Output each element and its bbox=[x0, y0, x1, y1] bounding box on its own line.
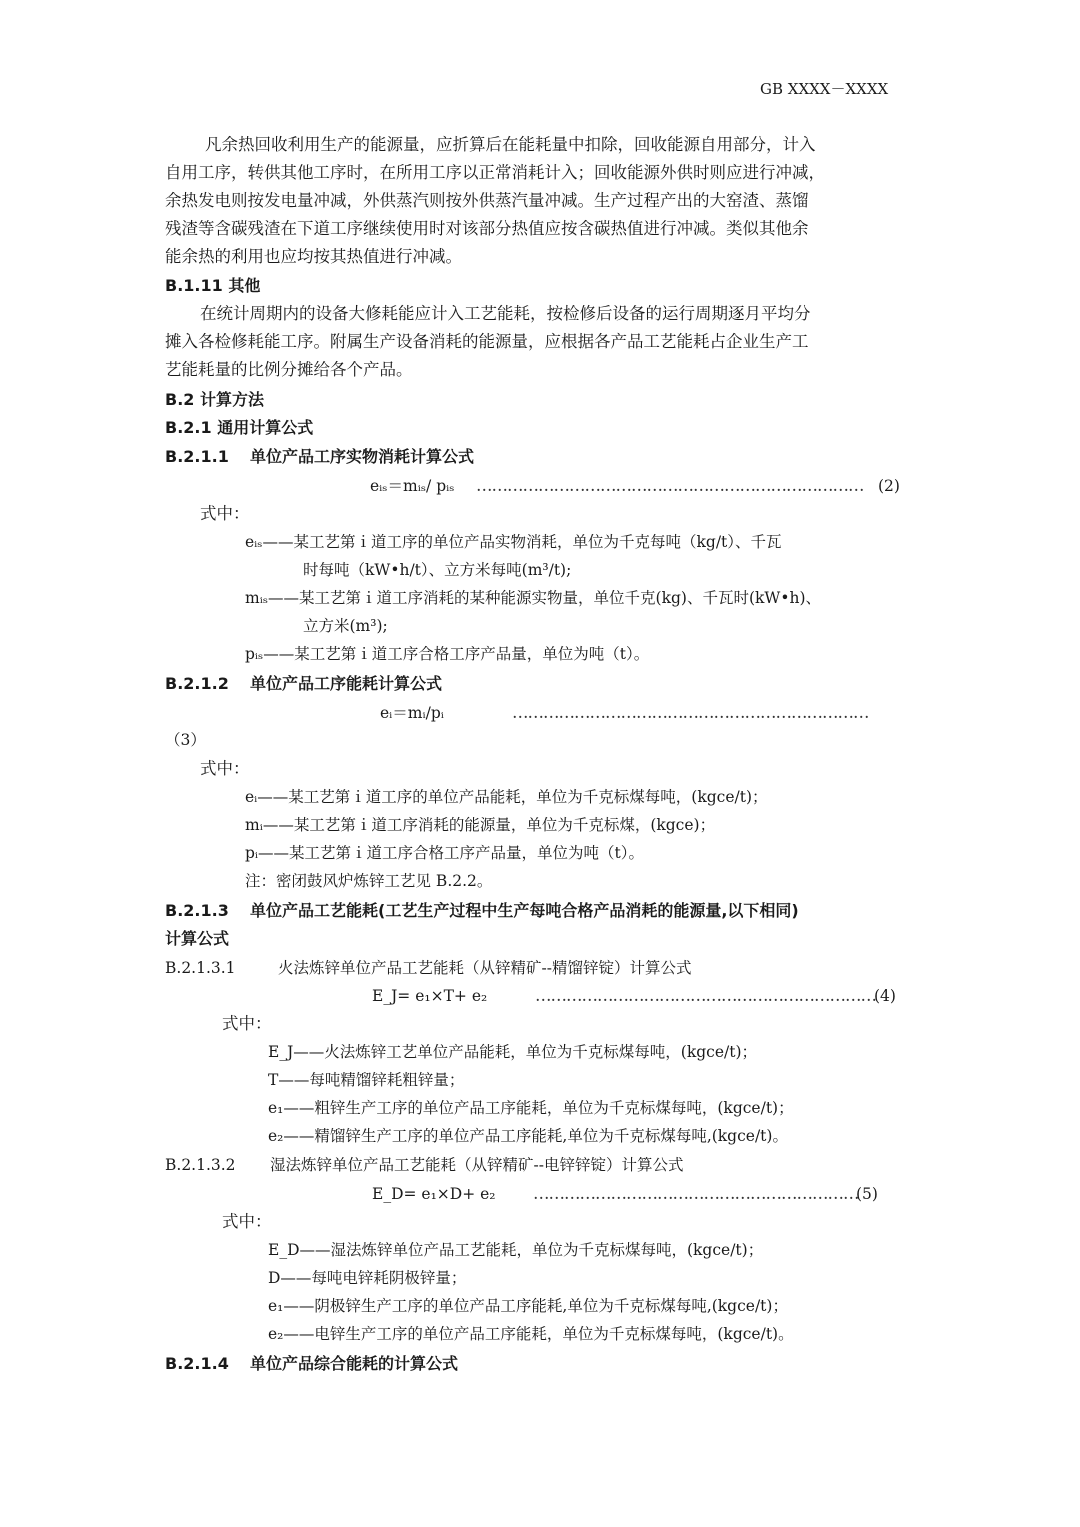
formula-2-leader: ………………………………………………………………… bbox=[476, 476, 864, 495]
formula-5-number: (5) bbox=[856, 1185, 878, 1203]
formula-5-leader: ……………………………………………………… bbox=[533, 1184, 859, 1203]
para1-line5: 能余热的利用也应均按其热值进行冲减。 bbox=[165, 247, 462, 266]
formula-2-number: (2) bbox=[878, 477, 900, 495]
section-b-1-11: B.1.11 其他 bbox=[165, 276, 261, 295]
def-t: T——每吨精馏锌耗粗锌量； bbox=[268, 1071, 465, 1089]
def-e2-electro: e₂——电锌生产工序的单位产品工序能耗，单位为千克标煤每吨，(kgce/t)。 bbox=[268, 1325, 794, 1343]
para2-line2: 摊入各检修耗能工序。附属生产设备消耗的能源量，应根据各产品工艺能耗占企业生产工 bbox=[165, 332, 809, 351]
section-b-2-1-3-2-title: 湿法炼锌单位产品工艺能耗（从锌精矿--电锌锌锭）计算公式 bbox=[270, 1156, 684, 1174]
def-e2-refined: e₂——精馏锌生产工序的单位产品工序能耗,单位为千克标煤每吨,(kgce/t)。 bbox=[268, 1127, 788, 1145]
section-b-2-1-3-1-number: B.2.1.3.1 bbox=[165, 959, 236, 977]
section-b-2-1-4-title: 单位产品综合能耗的计算公式 bbox=[250, 1354, 459, 1373]
section-b-2-1-1-number: B.2.1.1 bbox=[165, 447, 229, 466]
section-b-2-1-2-title: 单位产品工序能耗计算公式 bbox=[250, 674, 443, 693]
def-ed: E_D——湿法炼锌单位产品工艺能耗，单位为千克标煤每吨，(kgce/t)； bbox=[268, 1241, 764, 1259]
def-eis-line2: 时每吨（kW•h/t）、立方米每吨(m³/t); bbox=[303, 561, 572, 579]
standard-code: GB XXXX－XXXX bbox=[760, 80, 889, 98]
where-label-1: 式中： bbox=[200, 504, 250, 523]
section-b-2-1-3-2-number: B.2.1.3.2 bbox=[165, 1156, 236, 1174]
where-label-4: 式中： bbox=[222, 1212, 272, 1231]
formula-4-number: (4) bbox=[874, 987, 896, 1005]
section-b-2-1-3-title: 单位产品工艺能耗(工艺生产过程中生产每吨合格产品消耗的能源量,以下相同) bbox=[250, 901, 799, 920]
formula-3-number: （3） bbox=[165, 731, 206, 749]
section-b-2-1-3-title-cont: 计算公式 bbox=[165, 929, 230, 948]
section-b-2-1-4-number: B.2.1.4 bbox=[165, 1354, 229, 1373]
para1-line1: 凡余热回收利用生产的能源量，应折算后在能耗量中扣除，回收能源自用部分，计入 bbox=[205, 135, 816, 154]
para2-line1: 在统计周期内的设备大修耗能应计入工艺能耗，按检修后设备的运行周期逐月平均分 bbox=[200, 304, 811, 323]
def-mis-line2: 立方米(m³); bbox=[303, 617, 388, 635]
def-e1-cathode: e₁——阴极锌生产工序的单位产品工序能耗,单位为千克标煤每吨,(kgce/t)； bbox=[268, 1297, 788, 1315]
def-eis-line1: eᵢₛ——某工艺第ｉ道工序的单位产品实物消耗，单位为千克每吨（kg/t）、千瓦 bbox=[245, 533, 782, 551]
section-b-2: B.2 计算方法 bbox=[165, 390, 264, 409]
para1-line3: 余热发电则按发电量冲减，外供蒸汽则按外供蒸汽量冲减。生产过程产出的大窑渣、蒸馏 bbox=[165, 191, 809, 210]
where-label-2: 式中： bbox=[200, 759, 250, 778]
where-label-3: 式中： bbox=[222, 1014, 272, 1033]
def-mi: mᵢ——某工艺第ｉ道工序消耗的能源量，单位为千克标煤，(kgce)； bbox=[245, 816, 716, 834]
def-ei: eᵢ——某工艺第ｉ道工序的单位产品能耗，单位为千克标煤每吨，(kgce/t)； bbox=[245, 788, 768, 806]
section-b-2-1-1-title: 单位产品工序实物消耗计算公式 bbox=[250, 447, 475, 466]
section-b-2-1: B.2.1 通用计算公式 bbox=[165, 418, 314, 437]
formula-5: E_D= e₁×D+ e₂ bbox=[372, 1185, 496, 1203]
formula-3: eᵢ＝mᵢ/pᵢ bbox=[380, 704, 444, 722]
def-pis: pᵢₛ——某工艺第ｉ道工序合格工序产品量，单位为吨（t）。 bbox=[245, 645, 650, 663]
def-d: D——每吨电锌耗阴极锌量； bbox=[268, 1269, 467, 1287]
para2-line3: 艺能耗量的比例分摊给各个产品。 bbox=[165, 360, 413, 379]
section-b-2-1-2-number: B.2.1.2 bbox=[165, 674, 229, 693]
formula-3-leader: …………………………………………………………… bbox=[512, 703, 869, 722]
note-b-2-2: 注：密闭鼓风炉炼锌工艺见 B.2.2。 bbox=[245, 872, 493, 890]
def-pi: pᵢ——某工艺第ｉ道工序合格工序产品量，单位为吨（t）。 bbox=[245, 844, 645, 862]
formula-4: E_J= e₁×T+ e₂ bbox=[372, 987, 488, 1005]
section-b-2-1-3-1-title: 火法炼锌单位产品工艺能耗（从锌精矿--精馏锌锭）计算公式 bbox=[278, 959, 692, 977]
def-e1-crude: e₁——粗锌生产工序的单位产品工序能耗，单位为千克标煤每吨，(kgce/t)； bbox=[268, 1099, 794, 1117]
para1-line4: 残渣等含碳残渣在下道工序继续使用时对该部分热值应按含碳热值进行冲减。类似其他余 bbox=[165, 219, 809, 238]
def-mis-line1: mᵢₛ——某工艺第ｉ道工序消耗的某种能源实物量，单位千克(kg)、千瓦时(kW•h)、 bbox=[245, 589, 821, 607]
formula-4-leader: ………………………………………………………… bbox=[535, 986, 876, 1005]
section-b-2-1-3-number: B.2.1.3 bbox=[165, 901, 229, 920]
para1-line2: 自用工序，转供其他工序时，在所用工序以正常消耗计入；回收能源外供时则应进行冲减， bbox=[165, 163, 825, 182]
def-ej: E_J——火法炼锌工艺单位产品能耗，单位为千克标煤每吨，(kgce/t)； bbox=[268, 1043, 757, 1061]
formula-2: eᵢₛ＝mᵢₛ/ pᵢₛ bbox=[370, 477, 455, 495]
